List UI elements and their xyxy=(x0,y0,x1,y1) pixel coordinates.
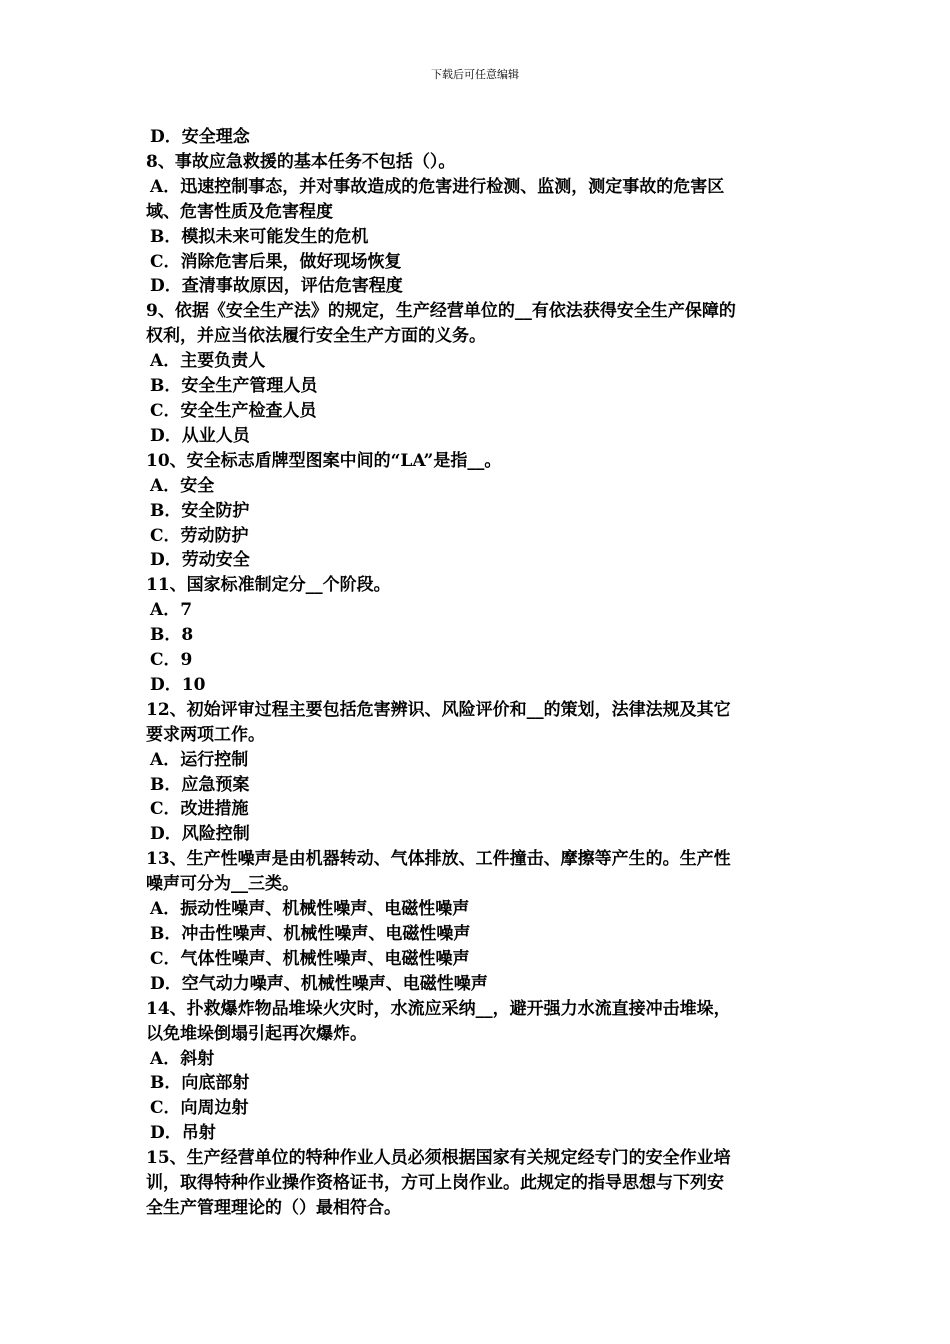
continuation-line: 以免堆垛倒塌引起再次爆炸。 xyxy=(146,1023,367,1044)
continuation-line: 全生产管理理论的（）最相符合。 xyxy=(146,1197,401,1218)
continuation-line: 权利，并应当依法履行安全生产方面的义务。 xyxy=(146,326,486,347)
option-line: A．振动性噪声、机械性噪声、电磁性噪声 xyxy=(150,899,470,920)
document-body xyxy=(146,125,811,1221)
option-line: D．风险控制 xyxy=(150,824,250,845)
continuation-line: 训，取得特种作业操作资格证书，方可上岗作业。此规定的指导思想与下列安 xyxy=(146,1173,724,1194)
option-line: B．冲击性噪声、机械性噪声、电磁性噪声 xyxy=(150,924,471,944)
option-line: D．从业人员 xyxy=(150,425,250,446)
option-line: A．安全 xyxy=(150,475,215,496)
option-line: D．劳动安全 xyxy=(150,550,250,571)
option-line: A．7 xyxy=(150,600,193,621)
question-line: 14、扑救爆炸物品堆垛火灾时，水流应采纳__，避开强力水流直接冲击堆垛， xyxy=(146,998,731,1019)
question-line: 15、生产经营单位的特种作业人员必须根据国家有关规定经专门的安全作业培 xyxy=(146,1148,731,1169)
question-line: 12、初始评审过程主要包括危害辨识、风险评价和__的策划，法律法规及其它 xyxy=(146,699,731,720)
option-line: D．查清事故原因，评估危害程度 xyxy=(150,276,403,297)
option-line: C．劳动防护 xyxy=(150,525,249,546)
option-line: A．运行控制 xyxy=(150,749,249,770)
continuation-line: 域、危害性质及危害程度 xyxy=(146,201,333,222)
question-line: 10、安全标志盾牌型图案中间的“LA”是指__。 xyxy=(146,450,502,471)
option-line: D．安全理念 xyxy=(150,127,250,147)
page-header: 下载后可任意编辑 xyxy=(431,68,519,81)
question-line: 9、依据《安全生产法》的规定，生产经营单位的__有依法获得安全生产保障的 xyxy=(146,301,736,322)
option-line: B．应急预案 xyxy=(150,774,250,795)
option-line: D．吊射 xyxy=(150,1123,216,1144)
option-line: C．向周边射 xyxy=(150,1098,249,1119)
continuation-line: 要求两项工作。 xyxy=(146,724,265,745)
option-line: B．8 xyxy=(150,625,194,646)
question-line: 11、国家标准制定分__个阶段。 xyxy=(146,575,391,596)
option-line: C．消除危害后果，做好现场恢复 xyxy=(150,251,402,272)
option-line: C．9 xyxy=(150,650,193,671)
option-line: C．改进措施 xyxy=(150,799,249,820)
option-line: B．模拟未来可能发生的危机 xyxy=(150,226,369,247)
continuation-line: 噪声可分为__三类。 xyxy=(146,874,299,895)
option-line: B．安全防护 xyxy=(150,500,250,521)
option-line: C．气体性噪声、机械性噪声、电磁性噪声 xyxy=(150,948,470,969)
option-line: A．斜射 xyxy=(150,1048,215,1069)
question-line: 13、生产性噪声是由机器转动、气体排放、工件撞击、摩擦等产生的。生产性 xyxy=(146,849,731,870)
option-line: A．迅速控制事态，并对事故造成的危害进行检测、监测，测定事故的危害区 xyxy=(150,176,725,197)
option-line: D．空气动力噪声、机械性噪声、电磁性噪声 xyxy=(150,973,488,994)
question-line: 8、事故应急救援的基本任务不包括（）。 xyxy=(146,151,456,172)
option-line: B．向底部射 xyxy=(150,1073,250,1094)
option-line: A．主要负责人 xyxy=(150,351,266,372)
option-line: D．10 xyxy=(150,674,206,695)
option-line: C．安全生产检查人员 xyxy=(150,400,317,421)
option-line: B．安全生产管理人员 xyxy=(150,376,318,397)
